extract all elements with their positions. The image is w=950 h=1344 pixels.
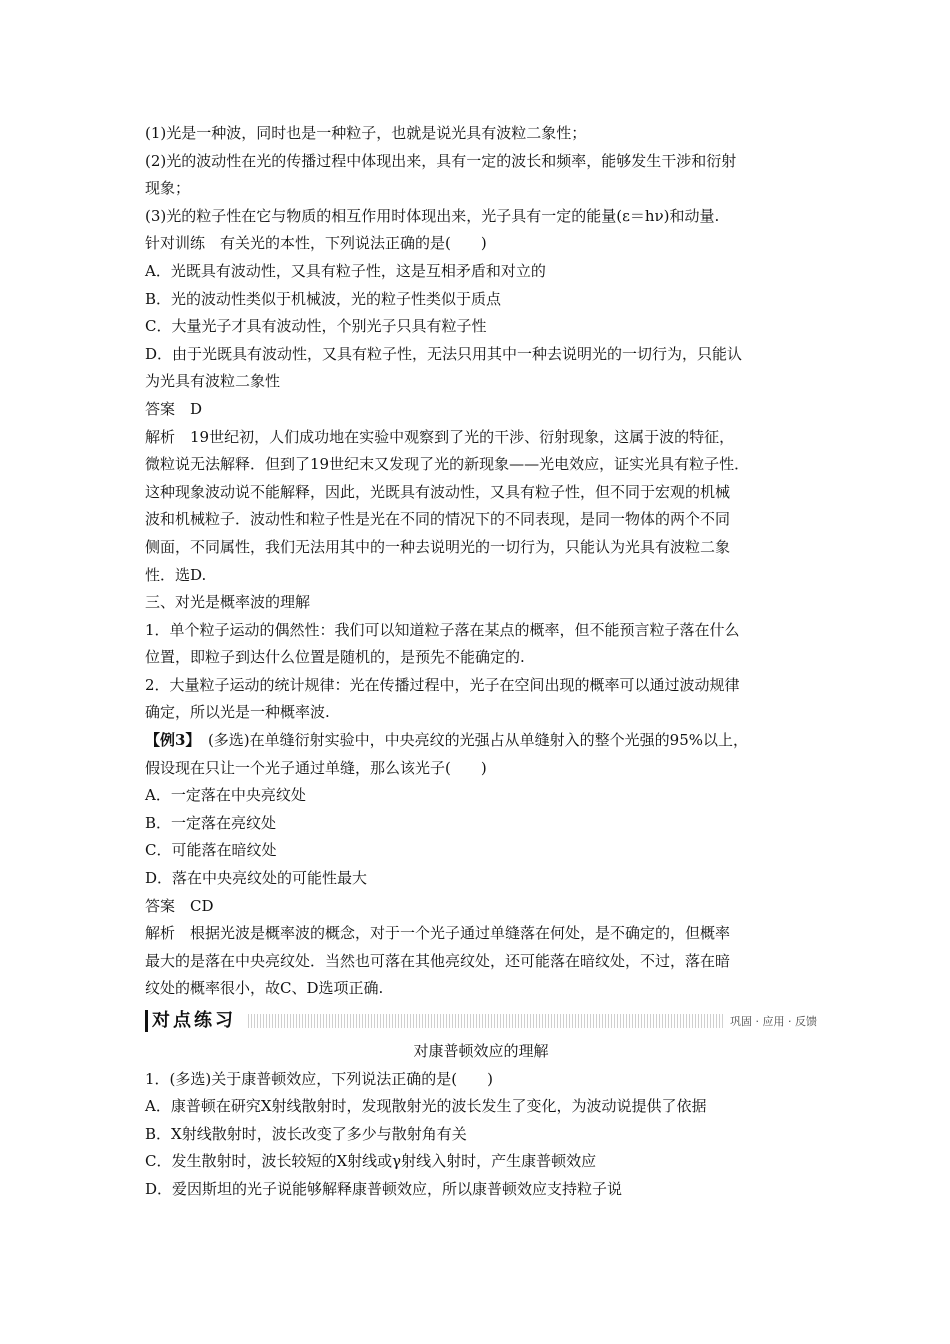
example-stem-text: (多选)在单缝衍射实验中，中央亮纹的光强占从单缝射入的整个光强的95%以上， bbox=[192, 731, 748, 750]
analysis-line: 解析 19世纪初，人们成功地在实验中观察到了光的干涉、衍射现象，这属于波的特征， bbox=[145, 427, 735, 446]
option-a: A．光既具有波动性，又具有粒子性，这是互相矛盾和对立的 bbox=[145, 261, 546, 280]
section-heading: 三、对光是概率波的理解 bbox=[145, 593, 311, 612]
option-d-continued: 为光具有波粒二象性 bbox=[145, 372, 281, 391]
example-answer: 答案 CD bbox=[145, 896, 214, 915]
option-a: A．康普顿在研究X射线散射时，发现散射光的波长发生了变化，为波动说提供了依据 bbox=[145, 1097, 707, 1116]
document-content bbox=[145, 120, 817, 1204]
analysis-line: 微粒说无法解释．但到了19世纪末又发现了光的新现象——光电效应，证实光具有粒子性． bbox=[145, 455, 750, 474]
training-answer: 答案 D bbox=[145, 399, 203, 418]
analysis-line: 解析 根据光波是概率波的概念，对于一个光子通过单缝落在何处，是不确定的，但概率 bbox=[145, 924, 731, 943]
analysis-line: 波和机械粒子．波动性和粒子性是光在不同的情况下的不同表现，是同一物体的两个不同 bbox=[145, 510, 731, 529]
intro-points bbox=[145, 120, 817, 230]
section-point: 1．单个粒子运动的偶然性：我们可以知道粒子落在某点的概率，但不能预言粒子落在什么 bbox=[145, 620, 740, 639]
option-b: B．一定落在亮纹处 bbox=[145, 813, 277, 832]
practice-section-bar bbox=[145, 1008, 817, 1034]
option-d: D．爱因斯坦的光子说能够解释康普顿效应，所以康普顿效应支持粒子说 bbox=[145, 1179, 623, 1198]
option-c: C．可能落在暗纹处 bbox=[145, 841, 277, 860]
practice-subtitle: 对康普顿效应的理解 bbox=[413, 1042, 549, 1060]
intro-line: (2)光的波动性在光的传播过程中体现出来，具有一定的波长和频率，能够发生干涉和衍射 bbox=[145, 151, 737, 170]
training-stem: 针对训练 有关光的本性，下列说法正确的是( ) bbox=[145, 234, 487, 253]
practice-question: 1．(多选)关于康普顿效应，下列说法正确的是( ) bbox=[145, 1069, 493, 1088]
example-stem bbox=[145, 727, 817, 755]
option-b: B．光的波动性类似于机械波，光的粒子性类似于质点 bbox=[145, 289, 502, 308]
example-stem-continued: 假设现在只让一个光子通过单缝，那么该光子( ) bbox=[145, 758, 487, 777]
practice-tags: 巩固 · 应用 · 反馈 bbox=[730, 1015, 817, 1028]
analysis-line: 这种现象波动说不能解释，因此，光既具有波动性，又具有粒子性，但不同于宏观的机械 bbox=[145, 482, 731, 501]
analysis-line: 性．选D. bbox=[145, 565, 207, 584]
option-b: B．X射线散射时，波长改变了多少与散射角有关 bbox=[145, 1124, 467, 1143]
example-three bbox=[145, 727, 817, 1003]
intro-line: (1)光是一种波，同时也是一种粒子，也就是说光具有波粒二象性； bbox=[145, 124, 587, 142]
section-point: 确定，所以光是一种概率波. bbox=[145, 703, 330, 722]
section-point: 位置，即粒子到达什么位置是随机的，是预先不能确定的. bbox=[145, 648, 525, 667]
analysis-line: 最大的是落在中央亮纹处．当然也可落在其他亮纹处，还可能落在暗纹处，不过，落在暗 bbox=[145, 951, 731, 970]
practice-questions bbox=[145, 1038, 817, 1204]
section-point: 2．大量粒子运动的统计规律：光在传播过程中，光子在空间出现的概率可以通过波动规律 bbox=[145, 675, 740, 694]
option-c: C．发生散射时，波长较短的X射线或γ射线入射时，产生康普顿效应 bbox=[145, 1152, 597, 1171]
intro-line: 现象； bbox=[145, 179, 191, 198]
intro-line: (3)光的粒子性在它与物质的相互作用时体现出来，光子具有一定的能量(ε＝hν)和动量. bbox=[145, 206, 720, 225]
example-label: 【例3】 bbox=[145, 731, 193, 750]
option-d: D．落在中央亮纹处的可能性最大 bbox=[145, 869, 368, 888]
training-question bbox=[145, 230, 817, 589]
practice-title: 对点练习 bbox=[145, 1010, 242, 1032]
option-a: A．一定落在中央亮纹处 bbox=[145, 786, 306, 805]
option-c: C．大量光子才具有波动性，个别光子只具有粒子性 bbox=[145, 317, 487, 336]
analysis-line: 纹处的概率很小，故C、D选项正确. bbox=[145, 979, 384, 998]
decorative-bar bbox=[248, 1014, 724, 1028]
analysis-line: 侧面，不同属性，我们无法用其中的一种去说明光的一切行为，只能认为光具有波粒二象 bbox=[145, 537, 731, 556]
option-d: D．由于光既具有波动性，又具有粒子性，无法只用其中一种去说明光的一切行为，只能认 bbox=[145, 344, 743, 363]
section-three bbox=[145, 589, 817, 727]
